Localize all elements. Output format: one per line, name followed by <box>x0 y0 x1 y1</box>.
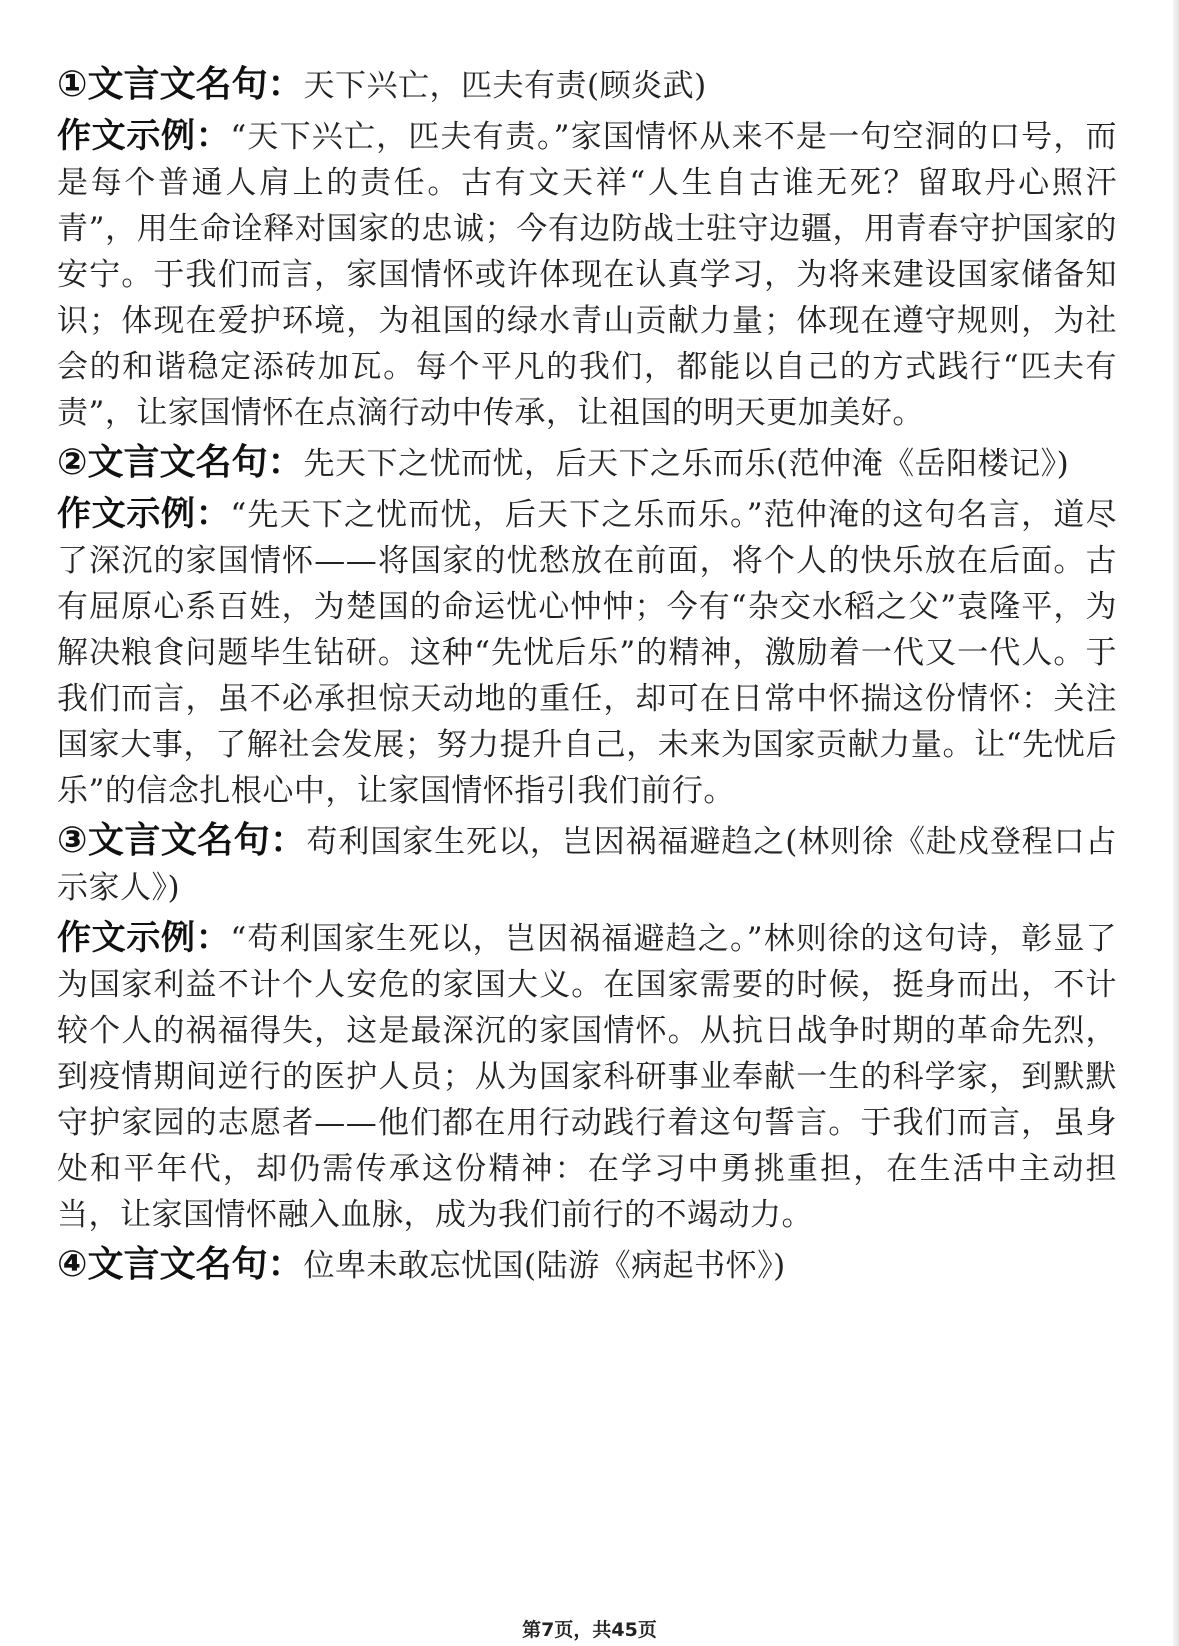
quote-4-label: ④文言文名句： <box>57 1244 304 1285</box>
quote-3-text: 苟利国家生死以，岂因祸福避趋之(林则徐《赴戍登程口占示家人》) <box>57 824 1117 906</box>
document-body <box>57 62 1117 1293</box>
quote-1 <box>57 62 1117 109</box>
quote-3-label: ③文言文名句： <box>57 820 307 861</box>
example-1-text: “天下兴亡，匹夫有责。”家国情怀从来不是一句空洞的口号，而是每个普通人肩上的责任。古有文天祥“人生自古谁无死？留取丹心照汗青”，用生命诠释对国家的忠诚；今有边防战士驻守边疆，用青春守护国家的安宁。于我们而言，家国情怀或许体现在认真学习，为将来建设国家储备知识；体现在爱护环境，为祖国的绿水青山贡献力量；体现在遵守规则，为社会的和谐稳定添砖加瓦。每个平凡的我们，都能以自己的方式践行“匹夫有责”，让家国情怀在点滴行动中传承，让祖国的明天更加美好。 <box>57 119 1118 431</box>
quote-1-text: 天下兴亡，匹夫有责(顾炎武) <box>303 68 707 104</box>
quote-2-label: ②文言文名句： <box>57 442 304 483</box>
example-3-label: 作文示例： <box>57 918 231 958</box>
example-1 <box>57 113 1117 436</box>
quote-2 <box>57 440 1117 487</box>
quote-3 <box>57 818 1117 911</box>
quote-2-text: 先天下之忧而忧，后天下之乐而乐(范仲淹《岳阳楼记》) <box>303 446 1070 482</box>
page-edge-shadow <box>1173 0 1179 1646</box>
example-3 <box>57 915 1117 1238</box>
example-2-text: “先天下之忧而忧，后天下之乐而乐。”范仲淹的这句名言，道尽了深沉的家国情怀——将国家的忧愁放在前面，将个人的快乐放在后面。古有屈原心系百姓，为楚国的命运忧心忡忡；今有“杂交水稻之父”袁隆平，为解决粮食问题毕生钻研。这种“先忧后乐”的精神，激励着一代又一代人。于我们而言，虽不必承担惊天动地的重任，却可在日常中怀揣这份情怀：关注国家大事，了解社会发展；努力提升自己，未来为国家贡献力量。让“先忧后乐”的信念扎根心中，让家国情怀指引我们前行。 <box>57 497 1118 809</box>
example-2 <box>57 491 1117 814</box>
example-2-label: 作文示例： <box>57 494 231 534</box>
example-3-text: “苟利国家生死以，岂因祸福避趋之。”林则徐的这句诗，彰显了为国家利益不计个人安危的家国大义。在国家需要的时候，挺身而出，不计较个人的祸福得失，这是最深沉的家国情怀。从抗日战争时期的革命先烈，到疫情期间逆行的医护人员；从为国家科研事业奉献一生的科学家，到默默守护家园的志愿者——他们都在用行动践行着这句誓言。于我们而言，虽身处和平年代，却仍需传承这份精神：在学习中勇挑重担，在生活中主动担当，让家国情怀融入血脉，成为我们前行的不竭动力。 <box>57 921 1118 1233</box>
example-1-label: 作文示例： <box>57 116 231 156</box>
quote-1-label: ①文言文名句： <box>57 64 304 105</box>
quote-4-text: 位卑未敢忘忧国(陆游《病起书怀》) <box>303 1248 786 1284</box>
page-number: 第7页，共45页 <box>522 1619 657 1641</box>
quote-4 <box>57 1242 1117 1289</box>
